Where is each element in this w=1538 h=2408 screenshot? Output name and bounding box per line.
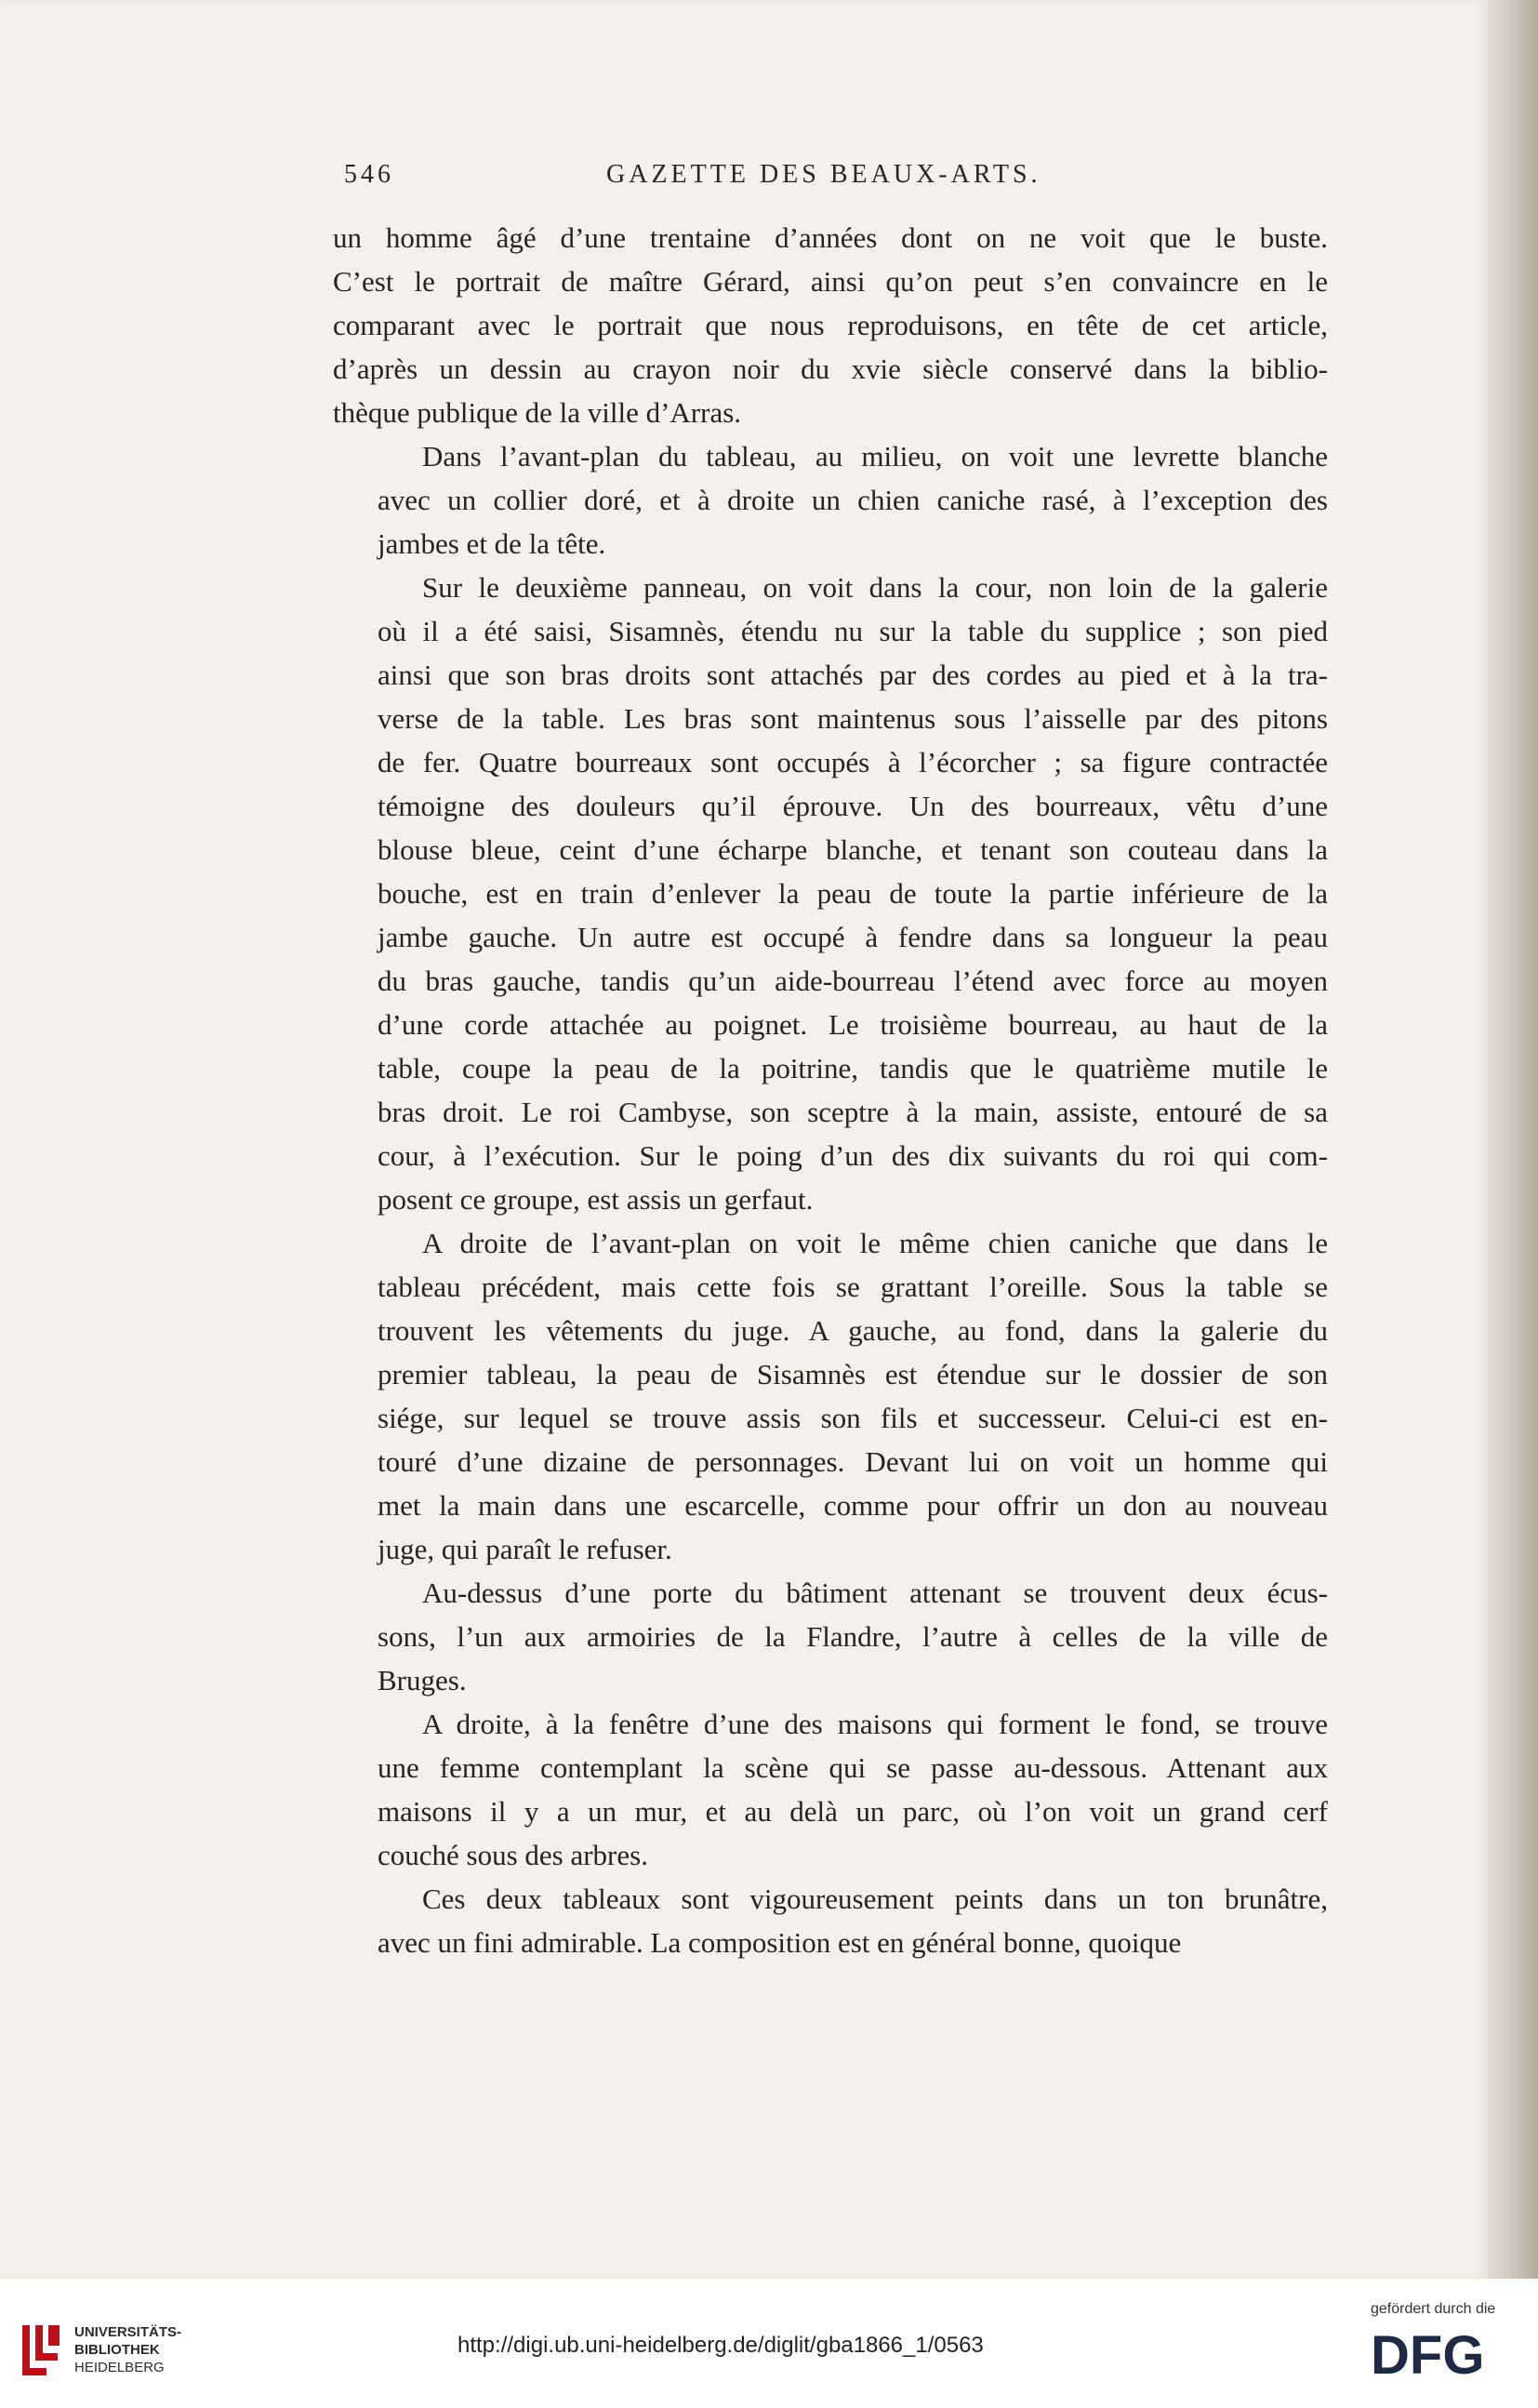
text-line: jambe gauche. Un autre est occupé à fendre dans sa longueur la peau — [378, 921, 1328, 953]
text-line: juge, qui paraît le refuser. — [378, 1533, 672, 1565]
text-line: bouche, est en train d’enlever la peau de toute la partie inférieure de la — [378, 877, 1328, 910]
paragraph — [333, 565, 1328, 1221]
text-line: de fer. Quatre bourreaux sont occupés à l’écorcher ; sa figure contractée — [378, 746, 1328, 778]
paragraph — [333, 216, 1328, 434]
funded-by-label: gefördert durch die — [1371, 2301, 1496, 2317]
text-line: posent ce groupe, est assis un gerfaut. — [378, 1183, 814, 1216]
text-line: Au-dessus d’une porte du bâtiment attenant se trouvent deux écus- — [422, 1577, 1328, 1609]
text-line: couché sous des arbres. — [378, 1839, 648, 1871]
dfg-logo-icon[interactable] — [1371, 2325, 1519, 2381]
text-line: trouvent les vêtements du juge. A gauche, au fond, dans la galerie du — [378, 1314, 1328, 1347]
paragraph — [333, 1702, 1328, 1877]
journal-title: GAZETTE DES BEAUX-ARTS. — [606, 160, 1041, 189]
text-line: cour, à l’exécution. Sur le poing d’un des dix suivants du roi qui com- — [378, 1139, 1328, 1172]
text-line: A droite de l’avant-plan on voit le même chien caniche que dans le — [422, 1227, 1328, 1259]
text-line: jambes et de la tête. — [378, 527, 606, 560]
text-line: blouse bleue, ceint d’une écharpe blanche, et tenant son couteau dans la — [378, 833, 1328, 866]
text-line: avec un fini admirable. La composition est en général bonne, quoique — [378, 1926, 1182, 1959]
dfg-logo-text: DFG — [1371, 2325, 1485, 2381]
university-library-logo-icon[interactable] — [19, 2323, 61, 2377]
text-line: Bruges. — [378, 1664, 467, 1696]
library-line-2: BIBLIOTHEK — [74, 2342, 160, 2358]
text-line: comparant avec le portrait que nous reproduisons, en tête de cet article, — [333, 309, 1328, 341]
page-number: 546 — [344, 160, 394, 189]
paragraph — [333, 434, 1328, 565]
text-line: d’une corde attachée au poignet. Le troisième bourreau, au haut de la — [378, 1008, 1328, 1041]
text-line: maisons il y a un mur, et au delà un parc, où l’on voit un grand cerf — [378, 1795, 1328, 1828]
text-line: premier tableau, la peau de Sisamnès est étendue sur le dossier de son — [378, 1358, 1328, 1390]
text-line: un homme âgé d’une trentaine d’années dont on ne voit que le buste. — [333, 221, 1328, 254]
library-line-1: UNIVERSITÄTS- — [74, 2324, 182, 2340]
paragraph — [333, 1221, 1328, 1571]
text-line: Ces deux tableaux sont vigoureusement peints dans un ton brunâtre, — [422, 1882, 1328, 1915]
text-line: Dans l’avant-plan du tableau, au milieu, on voit une levrette blanche — [422, 440, 1328, 472]
permalink-url[interactable]: http://digi.ub.uni-heidelberg.de/diglit/gba1866_1/0563 — [457, 2333, 984, 2358]
library-line-3: HEIDELBERG — [74, 2360, 165, 2375]
text-line: d’après un dessin au crayon noir du xvie siècle conservé dans la biblio- — [333, 353, 1328, 385]
text-line: siége, sur lequel se trouve assis son fils et successeur. Celui-ci est en- — [378, 1402, 1328, 1434]
body-text — [333, 216, 1328, 1964]
text-line: où il a été saisi, Sisamnès, étendu nu sur la table du supplice ; son pied — [378, 615, 1328, 647]
running-head — [344, 160, 1069, 201]
text-line: C’est le portrait de maître Gérard, ainsi qu’on peut s’en convaincre en le — [333, 265, 1328, 298]
text-line: une femme contemplant la scène qui se passe au-dessous. Attenant aux — [378, 1751, 1328, 1784]
page-edge — [1488, 0, 1538, 2279]
paragraph — [333, 1877, 1328, 1964]
text-line: du bras gauche, tandis qu’un aide-bourreau l’étend avec force au moyen — [378, 965, 1328, 997]
text-line: Sur le deuxième panneau, on voit dans la cour, non loin de la galerie — [422, 571, 1328, 604]
text-line: sons, l’un aux armoiries de la Flandre, l’autre à celles de la ville de — [378, 1620, 1328, 1653]
text-line: touré d’une dizaine de personnages. Devant lui on voit un homme qui — [378, 1445, 1328, 1478]
text-line: tableau précédent, mais cette fois se grattant l’oreille. Sous la table se — [378, 1271, 1328, 1303]
text-line: table, coupe la peau de la poitrine, tandis que le quatrième mutile le — [378, 1052, 1328, 1084]
text-line: bras droit. Le roi Cambyse, son sceptre à la main, assiste, entouré de sa — [378, 1096, 1328, 1128]
text-line: met la main dans une escarcelle, comme pour offrir un don au nouveau — [378, 1489, 1328, 1522]
university-library-name — [74, 2323, 181, 2376]
text-line: avec un collier doré, et à droite un chien caniche rasé, à l’exception des — [378, 484, 1328, 516]
text-line: verse de la table. Les bras sont maintenus sous l’aisselle par des pitons — [378, 702, 1328, 735]
text-line: A droite, à la fenêtre d’une des maisons qui forment le fond, se trouve — [422, 1708, 1328, 1740]
text-line: ainsi que son bras droits sont attachés par des cordes au pied et à la tra- — [378, 659, 1328, 691]
text-line: thèque publique de la ville d’Arras. — [333, 396, 742, 429]
paragraph — [333, 1571, 1328, 1702]
text-line: témoigne des douleurs qu’il éprouve. Un des bourreaux, vêtu d’une — [378, 790, 1328, 822]
